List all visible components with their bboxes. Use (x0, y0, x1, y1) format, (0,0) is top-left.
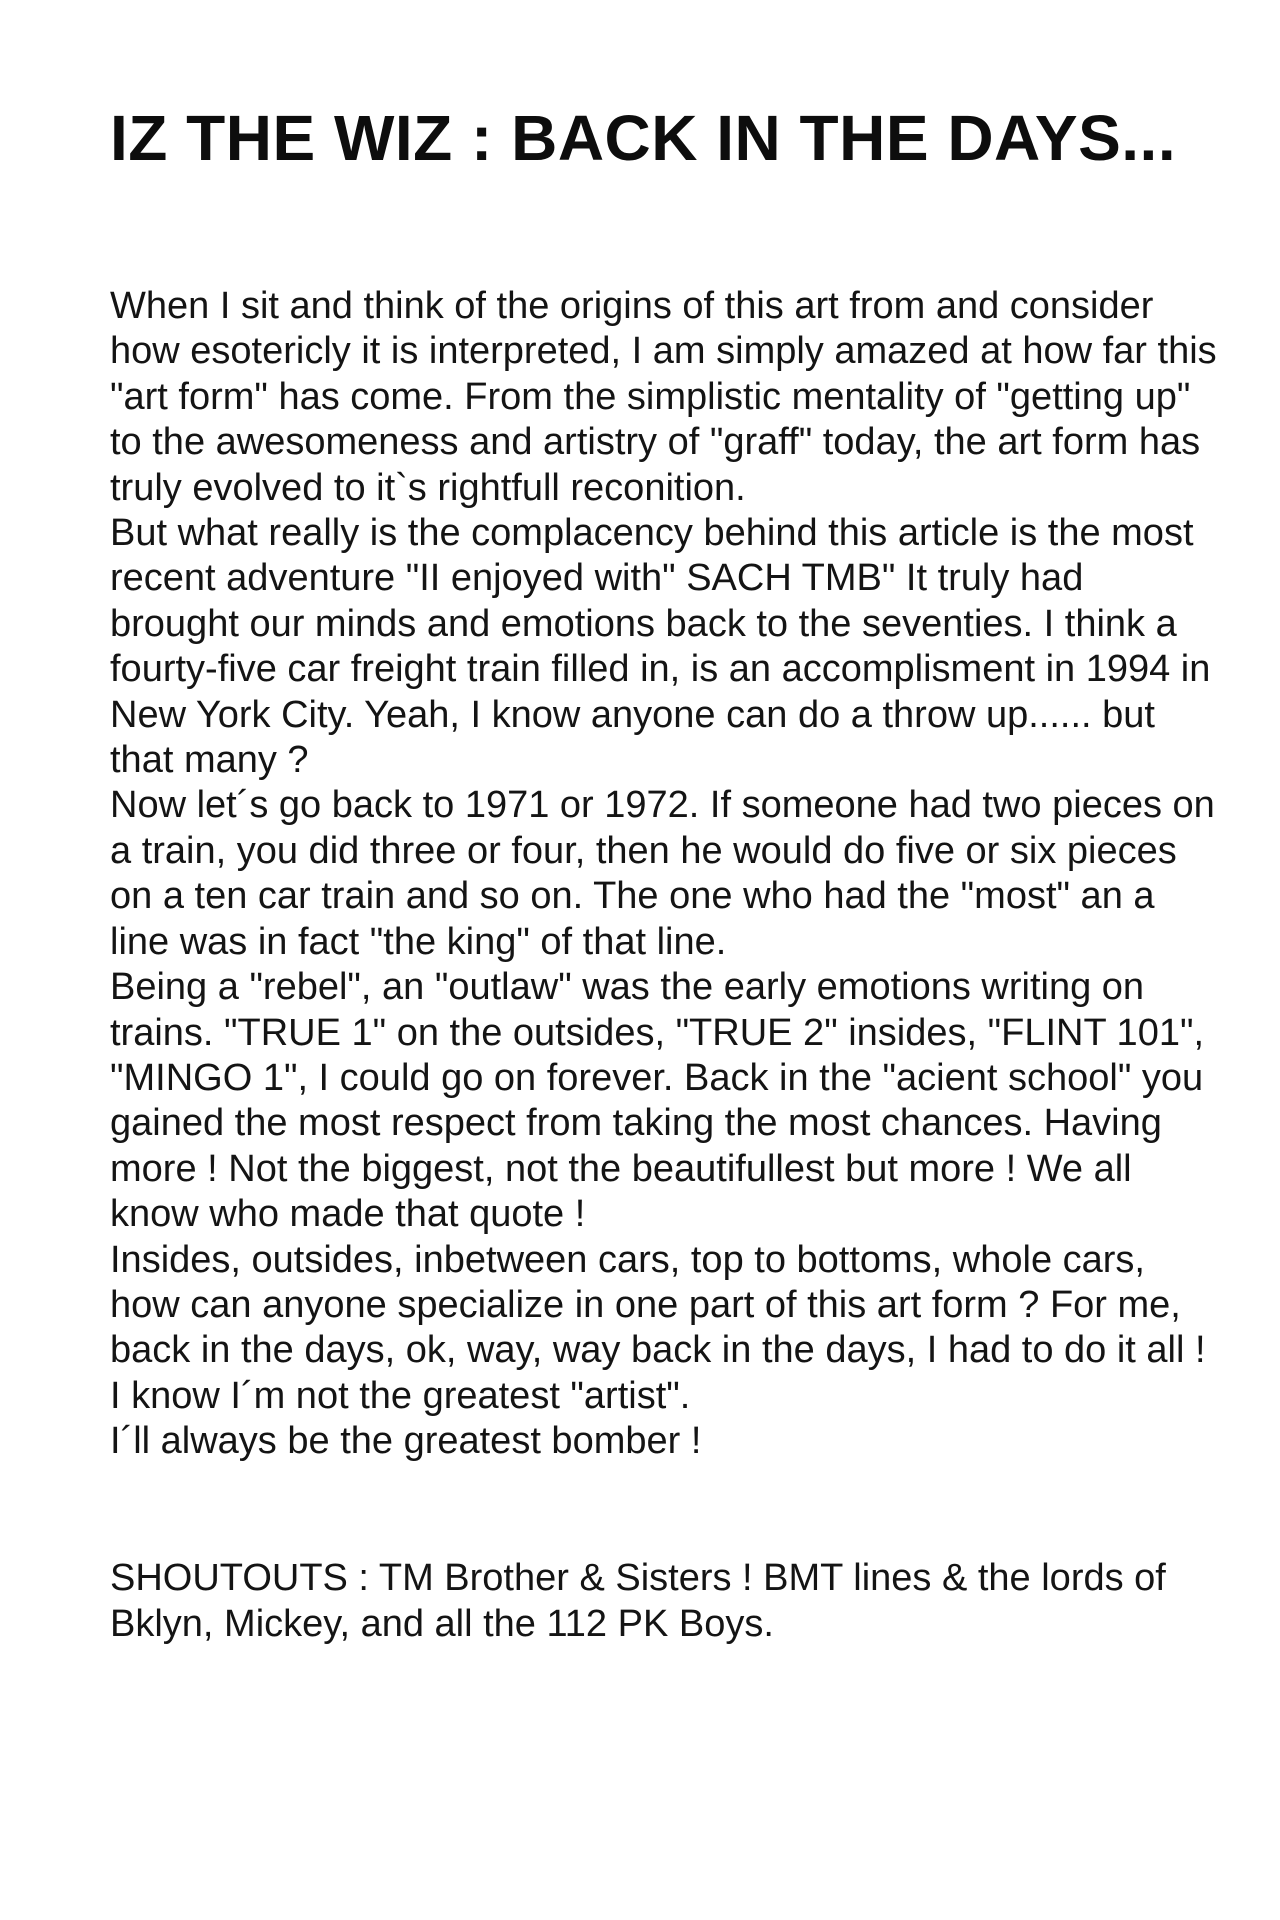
paragraph-recent-adventure: But what really is the complacency behind this article is the most recent adventure "II enjoyed with" SACH TMB" It truly had brought our minds and emotions back to the seventies. I think a fourty-five car freight train filled in, is an accomplisment in 1994 in New York City. Yeah, I know anyone can do a throw up...... but that many ? (110, 512, 1211, 782)
paragraph-rebel: Being a "rebel", an "outlaw" was the early emotions writing on trains. "TRUE 1" on the outsides, "TRUE 2" insides, "FLINT 101", "MINGO 1", I could go on forever. Back in the "acient school" you gained the most respect from taking the most chances. Having more ! Not the biggest, not the beautifullest but more ! We all know who made that quote ! (110, 966, 1205, 1236)
paragraph-1971: Now let´s go back to 1971 or 1972. If someone had two pieces on a train, you did three or four, then he would do five or six pieces on a ten car train and so on. The one who had the "most" an a line was in fact "the king" of that line. (110, 784, 1215, 963)
paragraph-origins: When I sit and think of the origins of this art from and consider how esotericly it is interpreted, I am simply amazed at how far this "art form" has come. From the simplistic mentality of "getting up" to the awesomeness and artistry of "graff" today, the art form has truly evolved to it`s rightfull reconition. (110, 285, 1217, 509)
article-title: IZ THE WIZ : BACK IN THE DAYS... (110, 102, 1177, 174)
paragraph-greatest-bomber: I´ll always be the greatest bomber ! (110, 1420, 702, 1463)
paragraph-insides-outsides: Insides, outsides, inbetween cars, top to bottoms, whole cars, how can anyone specialize in one part of this art form ? For me, back in the days, ok, way, way back in the days, I had to do it all ! I know I´m not the greatest "artist". (110, 1238, 1206, 1417)
shoutouts-text: SHOUTOUTS : TM Brother & Sisters ! BMT lines & the lords of Bklyn, Mickey, and all the 112 PK Boys. (110, 1556, 1166, 1645)
article-body (110, 284, 1220, 1465)
